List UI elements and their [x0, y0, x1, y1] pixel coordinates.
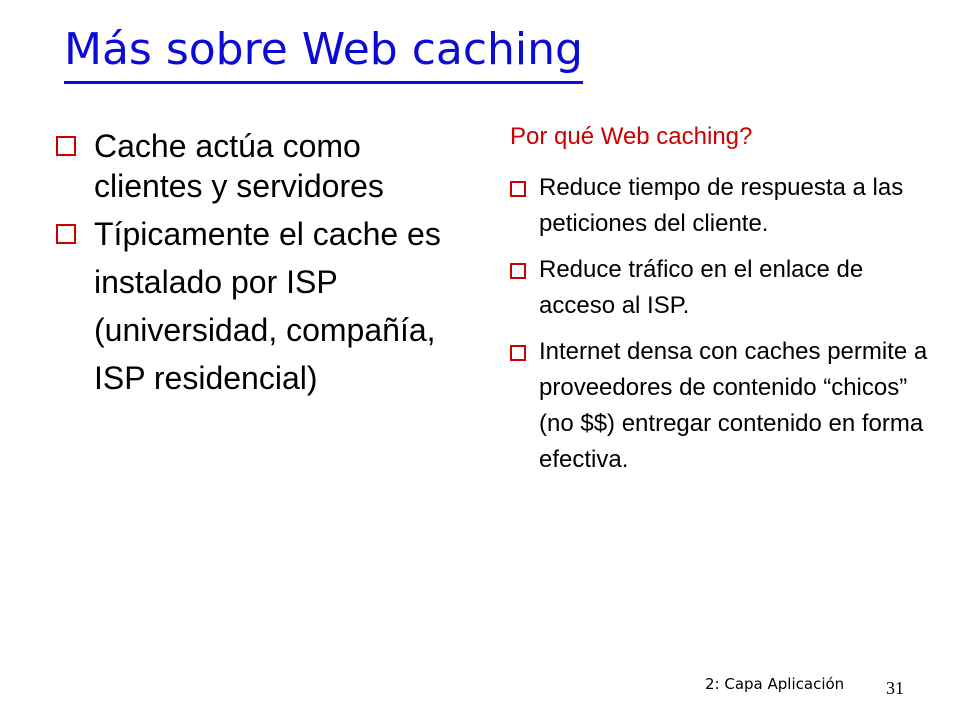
right-heading: Por qué Web caching?: [510, 123, 753, 150]
footer-label: 2: Capa Aplicación: [705, 675, 845, 693]
list-item: [510, 252, 930, 324]
list-item: [510, 334, 930, 478]
list-item-text: Típicamente el cache es instalado por ISP (universidad, compañía, ISP residencial): [94, 216, 441, 396]
right-bullet-list: [510, 170, 930, 488]
page-number: 31: [886, 678, 904, 698]
square-bullet-icon: [510, 263, 526, 279]
list-item-text: Internet densa con caches permite a proveedores de contenido “chicos” (no $$) entregar contenido en forma efectiva.: [539, 338, 928, 473]
square-bullet-icon: [56, 136, 76, 156]
list-item: [56, 210, 456, 402]
list-item: [510, 170, 930, 242]
square-bullet-icon: [510, 181, 526, 197]
square-bullet-icon: [56, 224, 76, 244]
slide-title: Más sobre Web caching: [64, 24, 583, 84]
left-bullet-list: [56, 126, 456, 402]
list-item-text: Reduce tráfico en el enlace de acceso al ISP.: [539, 256, 864, 319]
list-item: [56, 126, 456, 206]
square-bullet-icon: [510, 345, 526, 361]
list-item-text: Cache actúa como clientes y servidores: [94, 128, 384, 204]
list-item-text: Reduce tiempo de respuesta a las peticiones del cliente.: [539, 174, 904, 237]
